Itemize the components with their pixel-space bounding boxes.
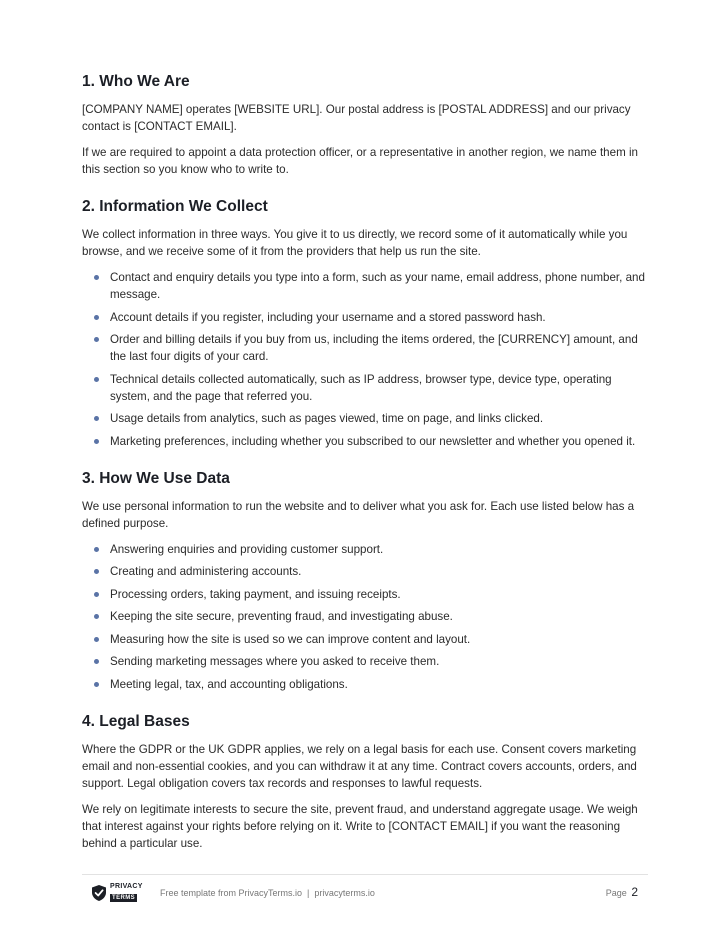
bullet-dot-icon [94,275,99,280]
section-paragraph: We use personal information to run the website and to deliver what you ask for. Each use listed below has a defined purpose. [82,499,635,530]
page-label: Page [605,888,627,898]
logo-wordmark-bottom: TERMS [112,895,135,901]
bullet-dot-icon [94,569,99,574]
page-number [606,885,638,899]
bullet-dot-icon [94,659,99,664]
privacyterms-logo [92,883,143,902]
bullet-list [82,269,648,450]
list-item [82,653,648,670]
footer-separator: | [307,888,310,898]
bullet-dot-icon [94,377,99,382]
list-item [82,608,648,625]
list-item [82,371,648,405]
list-item-text: Creating and administering accounts. [110,565,302,578]
list-item-text: Usage details from analytics, such as pages viewed, time on page, and links clicked. [110,412,544,425]
list-item-text: Meeting legal, tax, and accounting obligations. [110,677,348,691]
list-item-text: Order and billing details if you buy from us, including the items ordered, the [CURRENCY] amount, and the last four digits of your card. [110,333,638,363]
bullet-dot-icon [94,315,99,320]
list-item [82,433,648,450]
section-heading: 1. Who We Are [82,73,190,90]
list-item-text: Keeping the site secure, preventing fraud, and investigating abuse. [110,610,453,623]
bullet-dot-icon [94,682,99,687]
list-item [82,631,648,648]
list-item [82,331,648,365]
section-3 [82,469,648,693]
section-heading: 2. Information We Collect [82,198,268,215]
list-item [82,269,648,303]
list-item [82,309,648,326]
bullet-list [82,541,648,693]
footer-attribution [160,888,375,898]
list-item-text: Processing orders, taking payment, and issuing receipts. [110,587,401,601]
list-item [82,563,648,580]
page-number-value: 2 [631,885,638,899]
list-item-text: Marketing preferences, including whether you subscribed to our newsletter and whether you opened it. [110,434,636,448]
bullet-dot-icon [94,416,99,421]
list-item-text: Measuring how the site is used so we can improve content and layout. [110,632,471,646]
list-item-text: Contact and enquiry details you type into a form, such as your name, email address, phone number, and message. [110,271,645,301]
section-paragraph: [COMPANY NAME] operates [WEBSITE URL]. Our postal address is [POSTAL ADDRESS] and our privacy contact is [CONTACT EMAIL]. [82,103,631,133]
list-item [82,586,648,603]
list-item [82,541,648,558]
section-paragraph: If we are required to appoint a data protection officer, or a representative in another region, we name them in this section so you know who to write to. [82,146,638,176]
list-item [82,410,648,427]
list-item [82,676,648,693]
section-1 [82,72,648,178]
bullet-dot-icon [94,592,99,597]
footer-site-link[interactable]: privacyterms.io [314,888,375,898]
document-content [82,72,648,871]
shield-check-icon [92,885,106,901]
bullet-dot-icon [94,439,99,444]
section-paragraph: We collect information in three ways. You give it to us directly, we record some of it automatically while you browse, and we receive some of it from the providers that help us run the site. [82,228,628,258]
section-heading: 3. How We Use Data [82,469,230,487]
section-paragraph: Where the GDPR or the UK GDPR applies, we rely on a legal basis for each use. Consent covers marketing email and non-essential cookies, and you can withdraw it at any time. Contract covers accounts, orders, and support. Legal obligation covers tax records and responses to lawful requests. [82,742,637,790]
section-heading: 4. Legal Bases [82,712,190,730]
footer-note-text: Free template from PrivacyTerms.io [160,888,303,898]
page-footer [82,874,648,911]
list-item-text: Technical details collected automatically, such as IP address, browser type, device type, operating system, and the page that referred you. [110,372,612,403]
bullet-dot-icon [94,337,99,342]
bullet-dot-icon [94,547,99,552]
bullet-dot-icon [94,614,99,619]
list-item-text: Answering enquiries and providing customer support. [110,542,384,556]
section-paragraph: We rely on legitimate interests to secure the site, prevent fraud, and understand aggregate usage. We weigh that interest against your rights before relying on it. Write to [CONTACT EMAIL] if you want the reasoning behind a particular use. [82,802,638,850]
list-item-text: Account details if you register, including your username and a stored password hash. [110,310,546,324]
logo-wordmark-top: PRIVACY [110,883,143,890]
section-2 [82,197,648,450]
list-item-text: Sending marketing messages where you asked to receive them. [110,655,440,668]
section-4 [82,712,648,852]
bullet-dot-icon [94,637,99,642]
